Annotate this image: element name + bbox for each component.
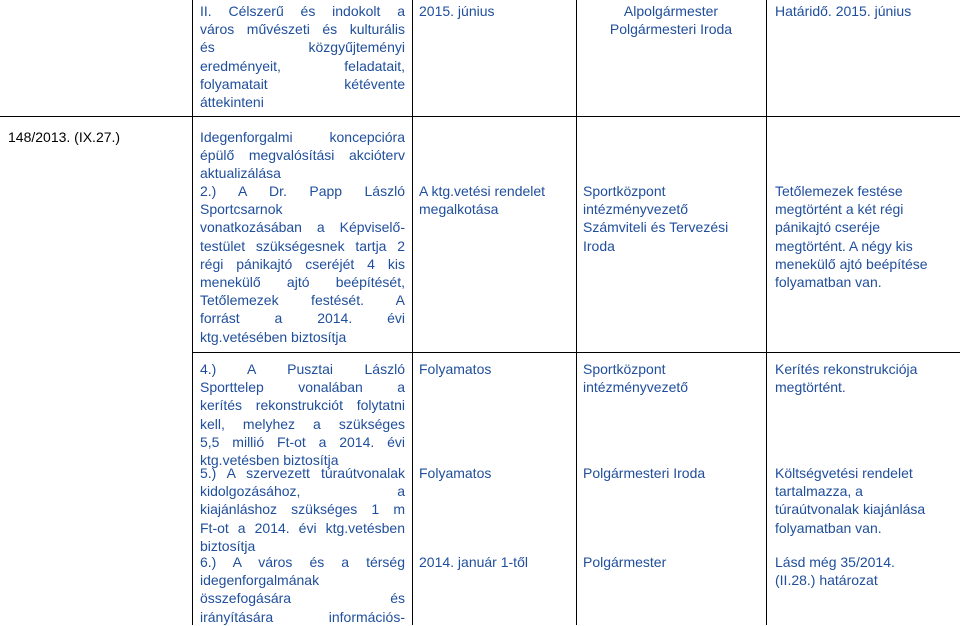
status-cell: [775, 464, 957, 537]
deadline-cell: [419, 464, 574, 482]
task-line: épülő megvalósítási akcióterv: [200, 147, 405, 164]
task-line: áttekinteni: [200, 94, 264, 111]
task-line: ktg.vetésében biztosítja: [200, 328, 347, 345]
status-line: Határidő. 2015. június: [775, 3, 912, 19]
status-line: tartalmazza, a: [775, 483, 863, 500]
task-line: Tetőlemezek festését. A: [200, 292, 405, 309]
task-line: idegenforgalmának: [200, 572, 320, 589]
task-line: II. Célszerű és indokolt a: [200, 3, 405, 19]
responsible-cell: [583, 360, 763, 396]
status-line: Lásd még 35/2014.: [775, 554, 895, 570]
status-line: Költségvetési rendelet: [775, 465, 913, 481]
status-line: folyamatban van.: [775, 274, 882, 291]
task-line: kerítés rekonstrukciót folytatni: [200, 397, 405, 414]
responsible-line: Polgármesteri Iroda: [583, 465, 706, 481]
task-line: régi pánikajtó cseréjét 4 kis: [200, 255, 405, 272]
deadline-cell: [419, 553, 574, 571]
task-cell: [200, 182, 405, 346]
responsible-line: Polgármesteri Iroda: [609, 21, 733, 38]
grid-line: [192, 352, 960, 353]
task-line: vonatkozásában a Képviselő-: [200, 219, 405, 236]
task-line: irányítására információs-: [200, 608, 405, 625]
responsible-line: Sportközpont: [583, 183, 666, 199]
task-cell: [200, 360, 405, 469]
status-line: megtörtént a két régi: [775, 201, 904, 218]
task-line: 2.) A Dr. Papp László: [200, 183, 405, 199]
deadline-cell: [419, 2, 569, 20]
deadline-line: Folyamatos: [419, 465, 492, 481]
task-line: biztosítja: [200, 537, 256, 554]
responsible-cell: [583, 182, 763, 255]
responsible-line: intézményvezető: [583, 379, 689, 396]
grid-line: [0, 116, 960, 117]
status-line: (II.28.) határozat: [775, 572, 878, 589]
status-line: túraútvonalak kiajánlása: [775, 501, 926, 518]
task-line: összefogására és: [200, 590, 405, 607]
task-line: város művészeti és kulturális: [200, 21, 405, 38]
resolution-number: 148/2013. (IX.27.): [8, 129, 121, 145]
status-cell: [775, 2, 955, 20]
task-line: Sportcsarnok: [200, 201, 283, 218]
task-cell: [200, 2, 405, 111]
task-line: aktualizálása: [200, 165, 281, 182]
deadline-cell: [419, 360, 574, 378]
task-line: 5.) A szervezett túraútvonalak: [200, 465, 405, 481]
task-line: kidolgozásához, a: [200, 483, 405, 500]
task-line: kell, melyhez a szükséges: [200, 415, 405, 432]
status-cell: [775, 553, 957, 589]
task-line: ktg.vetésben biztosítja: [200, 452, 339, 469]
deadline-text: 2015. június: [419, 3, 495, 19]
status-cell: [775, 360, 957, 396]
task-cell: [200, 553, 405, 626]
task-cell: [200, 128, 405, 183]
responsible-cell: [583, 464, 763, 482]
status-line: Tetőlemezek festése: [775, 183, 903, 199]
deadline-line: megalkotása: [419, 201, 499, 218]
grid-line: [766, 0, 767, 625]
status-line: megtörtént. A négy kis: [775, 237, 913, 254]
responsible-line: Alpolgármester: [623, 3, 719, 19]
deadline-cell: [419, 182, 574, 218]
responsible-line: Iroda: [583, 237, 615, 254]
task-line: Idegenforgalmi koncepcióra: [200, 129, 405, 145]
grid-line: [192, 0, 193, 625]
responsible-cell: [583, 553, 763, 571]
deadline-line: A ktg.vetési rendelet: [419, 183, 546, 199]
deadline-line: 2014. január 1-től: [419, 554, 528, 570]
task-line: 6.) A város és a térség: [200, 554, 405, 570]
task-line: 4.) A Pusztai László: [200, 361, 405, 377]
grid-line: [412, 0, 413, 625]
responsible-line: Sportközpont: [583, 361, 666, 377]
task-cell: [200, 464, 405, 555]
responsible-line: intézményvezető: [583, 201, 689, 218]
status-line: folyamatban van.: [775, 519, 882, 536]
task-line: folyamatait kétévente: [200, 75, 405, 92]
status-line: pánikajtó cseréje: [775, 219, 881, 236]
task-line: forrást a 2014. évi: [200, 310, 405, 327]
status-line: Kerítés rekonstrukciója: [775, 361, 918, 377]
responsible-cell: [576, 2, 766, 38]
status-line: menekülő ajtó beépítése: [775, 255, 928, 272]
task-line: Ft-ot a 2014. évi ktg.vetésben: [200, 519, 405, 536]
task-line: és közgyűjteményi: [200, 39, 405, 56]
grid-line: [576, 0, 577, 625]
task-line: Sporttelep vonalában a: [200, 379, 405, 396]
responsible-line: Számviteli és Tervezési: [583, 219, 729, 236]
task-line: kiajánláshoz szükséges 1 m: [200, 501, 405, 518]
task-line: testület szükségesnek tartja 2: [200, 237, 405, 254]
responsible-line: Polgármester: [583, 554, 667, 570]
task-line: menekülő ajtó beépítését,: [200, 274, 405, 291]
task-line: 5,5 millió Ft-ot a 2014. évi: [200, 433, 405, 450]
task-line: eredményeit, feladatait,: [200, 57, 405, 74]
status-line: megtörtént.: [775, 379, 846, 396]
deadline-line: Folyamatos: [419, 361, 492, 377]
status-cell: [775, 182, 957, 291]
